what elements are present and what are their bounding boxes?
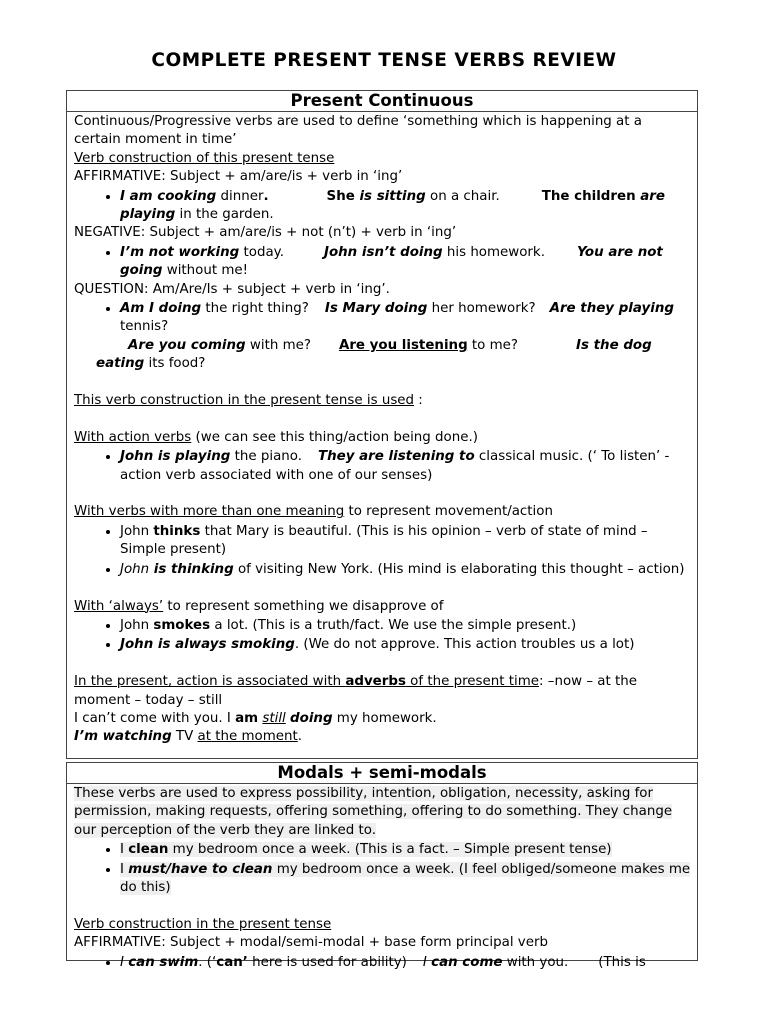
example-verb: is thinking <box>149 561 234 577</box>
example-text: John <box>120 617 154 633</box>
example-text: I <box>120 861 129 877</box>
section-heading: Modals + semi-modals <box>67 763 697 784</box>
example-text: John <box>120 523 154 539</box>
example-text: with me? <box>245 337 311 353</box>
example-verb: Are they playing <box>549 301 674 317</box>
example-text: . <box>297 729 302 745</box>
example-text: I can’t come with you. I <box>74 710 236 726</box>
example-verb: Is Mary doing <box>324 301 428 317</box>
example-verb: can come <box>431 954 503 970</box>
affirmative-examples <box>74 187 691 225</box>
usage-colon: : <box>414 393 423 409</box>
always-line <box>74 598 691 616</box>
example-adverb: at the moment <box>197 729 298 745</box>
section-content <box>67 784 697 972</box>
intro-text: Continuous/Progressive verbs are used to define ‘something which is happening at a certain moment in time’ <box>74 114 642 148</box>
example-text: my homework. <box>332 710 437 726</box>
example-text: of visiting New York. (His mind is elaborating this thought – action) <box>233 561 685 577</box>
section-content <box>67 112 697 747</box>
list-item <box>120 953 691 972</box>
meaning-heading: With verbs with more than one meaning <box>74 504 345 520</box>
example-text: with you. <box>502 954 569 970</box>
question-continuation <box>74 337 691 374</box>
affirmative-label: AFFIRMATIVE: Subject + modal/semi-modal + base form principal verb <box>74 935 548 951</box>
negative-label: NEGATIVE: Subject + am/are/is + not (n’t) + verb in ‘ing’ <box>74 225 457 241</box>
section-heading: Present Continuous <box>67 91 697 112</box>
list-item <box>120 860 691 898</box>
list-item <box>120 299 691 337</box>
meaning-text: to represent movement/action <box>344 504 553 520</box>
adverbs-heading: In the present, action is associated with <box>74 674 346 690</box>
still-example <box>74 710 691 728</box>
example-verb: smokes <box>153 617 211 633</box>
example-text: I <box>120 842 129 858</box>
example-text: his homework. <box>442 244 545 260</box>
always-heading: With ‘always’ <box>74 598 164 614</box>
example-text: the piano. <box>230 449 302 465</box>
example-text: (This is <box>598 954 646 970</box>
action-text: (we can see this thing/action being done.) <box>191 429 478 445</box>
list-item <box>120 616 691 635</box>
example-text: here is used for ability) <box>247 954 407 970</box>
example-text: in the garden. <box>175 207 274 223</box>
example-verb: John is always smoking <box>120 637 295 653</box>
example-verb: John is playing <box>120 449 231 465</box>
question-label: QUESTION: Am/Are/Is + subject + verb in ‘ing’. <box>74 281 390 297</box>
example-text: its food? <box>144 356 206 372</box>
example-verb: Is the dog eating <box>96 337 652 372</box>
example-text: tennis? <box>120 319 169 335</box>
list-item <box>120 522 691 560</box>
construction-heading: Verb construction in the present tense <box>74 916 332 932</box>
affirmative-label: AFFIRMATIVE: Subject + am/are/is + verb in ‘ing’ <box>74 169 403 185</box>
example-verb: Are you listening <box>338 337 468 353</box>
modal-examples <box>74 840 691 897</box>
example-verb: I am cooking <box>120 188 217 204</box>
example-verb: thinks <box>153 523 201 539</box>
action-verbs-line <box>74 429 691 447</box>
modals-box <box>66 762 698 970</box>
document-title: COMPLETE PRESENT TENSE VERBS REVIEW <box>151 50 617 71</box>
example-verb: I’m not working <box>120 244 240 260</box>
example-verb: They are listening to <box>318 449 475 465</box>
example-verb: doing <box>290 710 333 726</box>
example-verb: Am I doing <box>120 301 202 317</box>
example-verb: can’ <box>216 954 248 970</box>
example-subject: She <box>326 188 360 204</box>
example-text: . (We do not approve. This action troubles us a lot) <box>294 637 635 653</box>
adverbs-line <box>74 673 691 710</box>
always-examples <box>74 616 691 655</box>
intro-text <box>74 785 691 840</box>
action-heading: With action verbs <box>74 429 192 445</box>
example-text: dinner <box>216 188 264 204</box>
example-text: my bedroom once a week. (I feel obliged/someone makes me do this) <box>120 861 691 896</box>
example-text: that Mary is beautiful. (This is his opinion – verb of state of mind – Simple present) <box>120 523 648 558</box>
example-verb: clean <box>128 842 169 858</box>
example-text: on a chair. <box>425 188 500 204</box>
example-subject: I <box>120 954 129 970</box>
example-text: . <box>263 188 269 204</box>
list-item <box>120 840 691 859</box>
moment-example <box>74 728 691 746</box>
example-text: TV <box>171 729 198 745</box>
action-examples <box>74 447 691 485</box>
example-verb: John isn’t doing <box>323 244 443 260</box>
negative-examples <box>74 243 691 281</box>
usage-heading: This verb construction in the present tense is used <box>74 393 415 409</box>
example-subject: John <box>120 561 150 577</box>
example-text: . (‘ <box>198 954 217 970</box>
example-verb: is sitting <box>359 188 426 204</box>
example-subject: The children <box>541 188 641 204</box>
intro-span: These verbs are used to express possibility, intention, obligation, necessity, asking for permission, making requests, offering something, offering to do something. They change our perception of the verb they are linked to. <box>74 786 673 838</box>
list-item <box>120 447 691 485</box>
example-text: without me! <box>162 263 249 279</box>
list-item <box>120 187 691 225</box>
example-verb: You are not going <box>120 244 663 279</box>
example-text: her homework? <box>427 301 536 317</box>
example-text: today. <box>239 244 284 260</box>
question-examples <box>74 299 691 337</box>
example-verb: I’m watching <box>74 729 172 745</box>
usage-heading-line <box>74 392 691 410</box>
list-item <box>120 635 691 654</box>
example-verb: are playing <box>120 188 665 223</box>
example-verb: am <box>235 710 259 726</box>
example-text: a lot. (This is a truth/fact. We use the simple present.) <box>210 617 577 633</box>
list-item <box>120 243 691 281</box>
affirmative-examples <box>74 953 691 972</box>
example-verb: can swim <box>128 954 199 970</box>
list-item <box>120 560 691 579</box>
adverbs-heading: of the present time <box>405 674 539 690</box>
present-continuous-box <box>66 90 698 759</box>
example-text: to me? <box>467 337 519 353</box>
example-verb: must/have to clean <box>128 861 273 877</box>
example-adverb: still <box>262 710 286 726</box>
adverbs-heading-bold: adverbs <box>345 674 406 690</box>
example-text: my bedroom once a week. (This is a fact. – Simple present tense) <box>168 842 612 858</box>
example-text: classical music. (‘ To listen’ - action verb associated with one of our senses) <box>120 449 670 483</box>
construction-heading: Verb construction of this present tense <box>74 150 335 166</box>
adverbs-text: : –now – at the moment – today – still <box>74 674 637 708</box>
meaning-line <box>74 503 691 521</box>
example-text: the right thing? <box>201 301 309 317</box>
meaning-examples <box>74 522 691 579</box>
example-subject: I <box>422 954 432 970</box>
always-text: to represent something we disapprove of <box>163 598 444 614</box>
example-verb: Are you coming <box>128 337 246 353</box>
